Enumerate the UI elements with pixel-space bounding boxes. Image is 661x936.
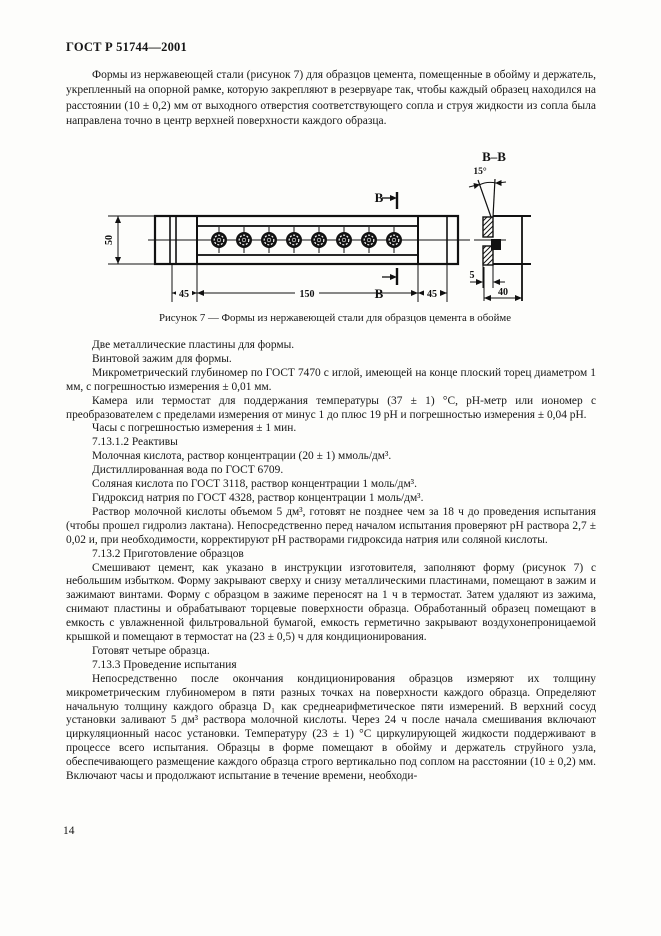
dim-thickness-label: 5 [469, 270, 475, 281]
body-paragraph: Дистиллированная вода по ГОСТ 6709. [92, 464, 284, 477]
technical-drawing [100, 140, 570, 306]
dimension-bottom [172, 264, 447, 302]
body-paragraph: Камера или термостат для поддержания температуры (37 ± 1) °С, pH-метр или иономер с преобразователем с пределами измерения от минус 1 до плюс 19 pH и погрешностью измерения ± 0,04 pH. [66, 394, 596, 421]
body-paragraph: Непосредственно после окончания кондиционирования образцов измеряют их толщину микрометрическим глубиномером в пяти разных точках на поверхности каждого образца. Определяют начальную толщину каждого образца D₁ как среднеарифметическое пяти измерений. В верхний сосуд установки заливают 5 дм³ раствора молочной кислоты. Через 24 ч после начала смешивания включают циркуляционный насос установки. Температуру (23 ± 1) °С циркулирующей жидкости поддерживают в процессе всего испытания. Образцы в форме помещают в обойму и держатель струйного узла, обеспечивающего размещение каждого образца строго вертикально под соплом на расстоянии (10 ± 0,2) мм. Включают часы и продолжают испытание в течение времени, необходи- [66, 672, 596, 783]
dim-center-label: 150 [299, 289, 315, 300]
clause-heading: 7.13.2 Приготовление образцов [92, 547, 244, 560]
dimension-50 [104, 216, 155, 264]
section-letter-top: В [374, 190, 384, 205]
dim-right-label: 45 [427, 289, 437, 300]
intro-text [66, 68, 596, 130]
body-paragraph: Гидроксид натрия по ГОСТ 4328, раствор концентрации 1 моль/дм³. [92, 491, 424, 504]
body-paragraph: Микрометрический глубиномер по ГОСТ 7470 с иглой, имеющей на конце плоский торец диаметром 1 мм, с погрешностью измерения ± 0,01 мм. [66, 366, 596, 393]
dimension-40 [484, 267, 522, 301]
figure-7 [100, 140, 570, 324]
body-paragraph: Часы с погрешностью измерения ± 1 мин. [92, 422, 297, 435]
dim-section-width-label: 40 [498, 287, 508, 298]
body-paragraph: Раствор молочной кислоты объемом 5 дм³, готовят не позднее чем за 18 ч до проведения испытания (чтобы прошел гидролиз лактана). Непосредственно перед началом испытания проверяют pH раствора 2,7 ± 0,02 и, при необходимости, корректируют pH растворами гидроксида натрия или соляной кислоты. [66, 505, 596, 546]
clause-heading: 7.13.1.2 Реактивы [92, 436, 178, 449]
clause-heading: 7.13.3 Проведение испытания [92, 658, 237, 671]
dimension-5 [470, 265, 506, 288]
section-view-title: В–В [482, 149, 506, 164]
body-paragraph: Молочная кислота, раствор концентрации (20 ± 1) ммоль/дм³. [92, 450, 392, 463]
sample-protrusion [491, 239, 501, 250]
angle-label: 15° [473, 167, 487, 177]
angle-annotation [469, 166, 506, 217]
body-paragraph: Две металлические пластины для формы. [92, 339, 295, 351]
figure-caption: Рисунок 7 — Формы из нержавеющей стали для образцов цемента в обойме [158, 312, 511, 324]
body-paragraph: Смешивают цемент, как указано в инструкции изготовителя, заполняют форму (рисунок 7) с небольшим избытком. Форму закрывают сверху и снизу металлическими пластинами, помещают в зажим и зажимают винтами. Форму с образцом в зажиме переносят на 1 ч в термостат. Затем удаляют из зажима, снимают пластины и обрабатывают торцевые поверхности образца. Обработанный образец помещают в емкость с увлажненной фильтровальной бумагой, емкость герметично закрывают воздухонепроницаемой крышкой и помещают в термостат на (23 ± 0,5) ч для кондиционирования. [66, 561, 596, 644]
body-paragraph: Винтовой зажим для формы. [92, 352, 232, 365]
body-paragraph: Формы из нержавеющей стали (рисунок 7) для образцов цемента, помещенные в обойму и держатель, укрепленный на опорной рамке, которую закрепляют в резервуаре так, чтобы каждый образец находился на расстоянии (10 ± 0,2) мм от выходного отверстия соответствующего сопла и струя жидкости из сопла была направлена точно в центр верхней поверхности каждого образца. [66, 69, 596, 128]
body-text [66, 339, 596, 784]
dim-height-label: 50 [104, 235, 115, 245]
body-paragraph: Соляная кислота по ГОСТ 3118, раствор концентрации 1 моль/дм³. [92, 478, 417, 491]
section-view [469, 166, 531, 301]
dim-left-label: 45 [179, 289, 189, 300]
page-number: 14 [63, 825, 75, 837]
section-letter-bottom: В [374, 286, 384, 301]
document-standard-number: ГОСТ Р 51744—2001 [66, 40, 187, 54]
body-paragraph: Готовят четыре образца. [92, 644, 210, 657]
